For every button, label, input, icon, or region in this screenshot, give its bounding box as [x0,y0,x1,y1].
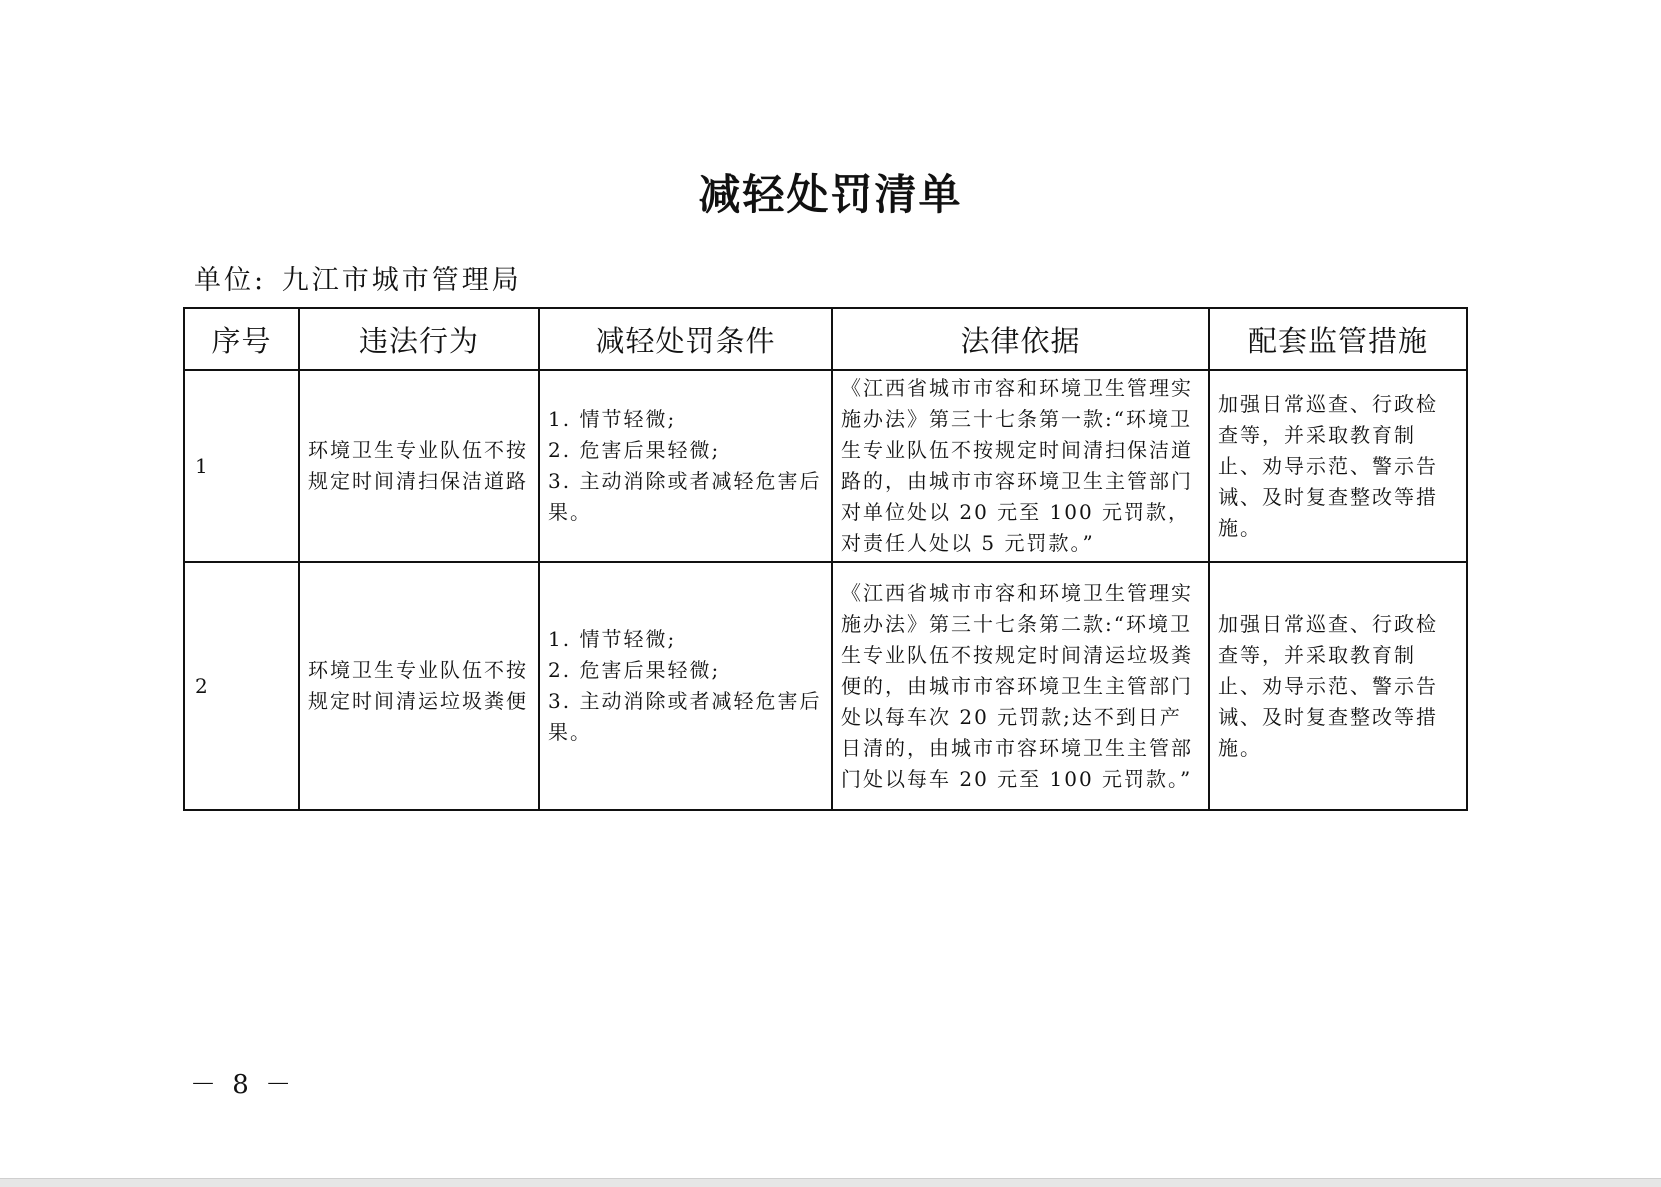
cell-behavior: 环境卫生专业队伍不按规定时间清扫保洁道路 [299,370,539,562]
page-number: － 8 － [190,1070,296,1100]
header-measures: 配套监管措施 [1209,308,1467,370]
header-conditions: 减轻处罚条件 [539,308,832,370]
cell-behavior: 环境卫生专业队伍不按规定时间清运垃圾粪便 [299,562,539,810]
cell-seq: 1 [184,370,299,562]
condition-item: 1. 情节轻微; [548,407,677,431]
table-row [184,370,1467,562]
table-row [184,562,1467,810]
condition-item: 3. 主动消除或者减轻危害后果。 [548,469,822,524]
condition-item: 1. 情节轻微; [548,627,677,651]
condition-item: 2. 危害后果轻微; [548,658,721,682]
unit-label: 单位: [194,265,267,296]
condition-item: 3. 主动消除或者减轻危害后果。 [548,689,822,744]
unit-line [194,258,522,297]
condition-item: 2. 危害后果轻微; [548,438,721,462]
cell-measures: 加强日常巡查、行政检查等，并采取教育制止、劝导示范、警示告诫、及时复查整改等措施。 [1209,370,1467,562]
header-legal-basis: 法律依据 [832,308,1209,370]
cell-legal-basis: 《江西省城市市容和环境卫生管理实施办法》第三十七条第二款:“环境卫生专业队伍不按规定时间清运垃圾粪便的，由城市市容环境卫生主管部门处以每车次 20 元罚款;达不到日产日清的，由城市市容环境卫生主管部门处以每车 20 元至 100 元罚款。” [832,562,1209,810]
cell-measures: 加强日常巡查、行政检查等，并采取教育制止、劝导示范、警示告诫、及时复查整改等措施。 [1209,562,1467,810]
cell-seq: 2 [184,562,299,810]
penalty-table [183,307,1468,811]
cell-legal-basis: 《江西省城市市容和环境卫生管理实施办法》第三十七条第一款:“环境卫生专业队伍不按规定时间清扫保洁道路的，由城市市容环境卫生主管部门对单位处以 20 元至 100 元罚款，对责任人处以 5 元罚款。” [832,370,1209,562]
cell-conditions [539,370,832,562]
table-header-row [184,308,1467,370]
cell-conditions [539,562,832,810]
header-seq: 序号 [184,308,299,370]
header-behavior: 违法行为 [299,308,539,370]
document-title: 减轻处罚清单 [698,170,963,219]
unit-name: 九江市城市管理局 [281,265,522,296]
